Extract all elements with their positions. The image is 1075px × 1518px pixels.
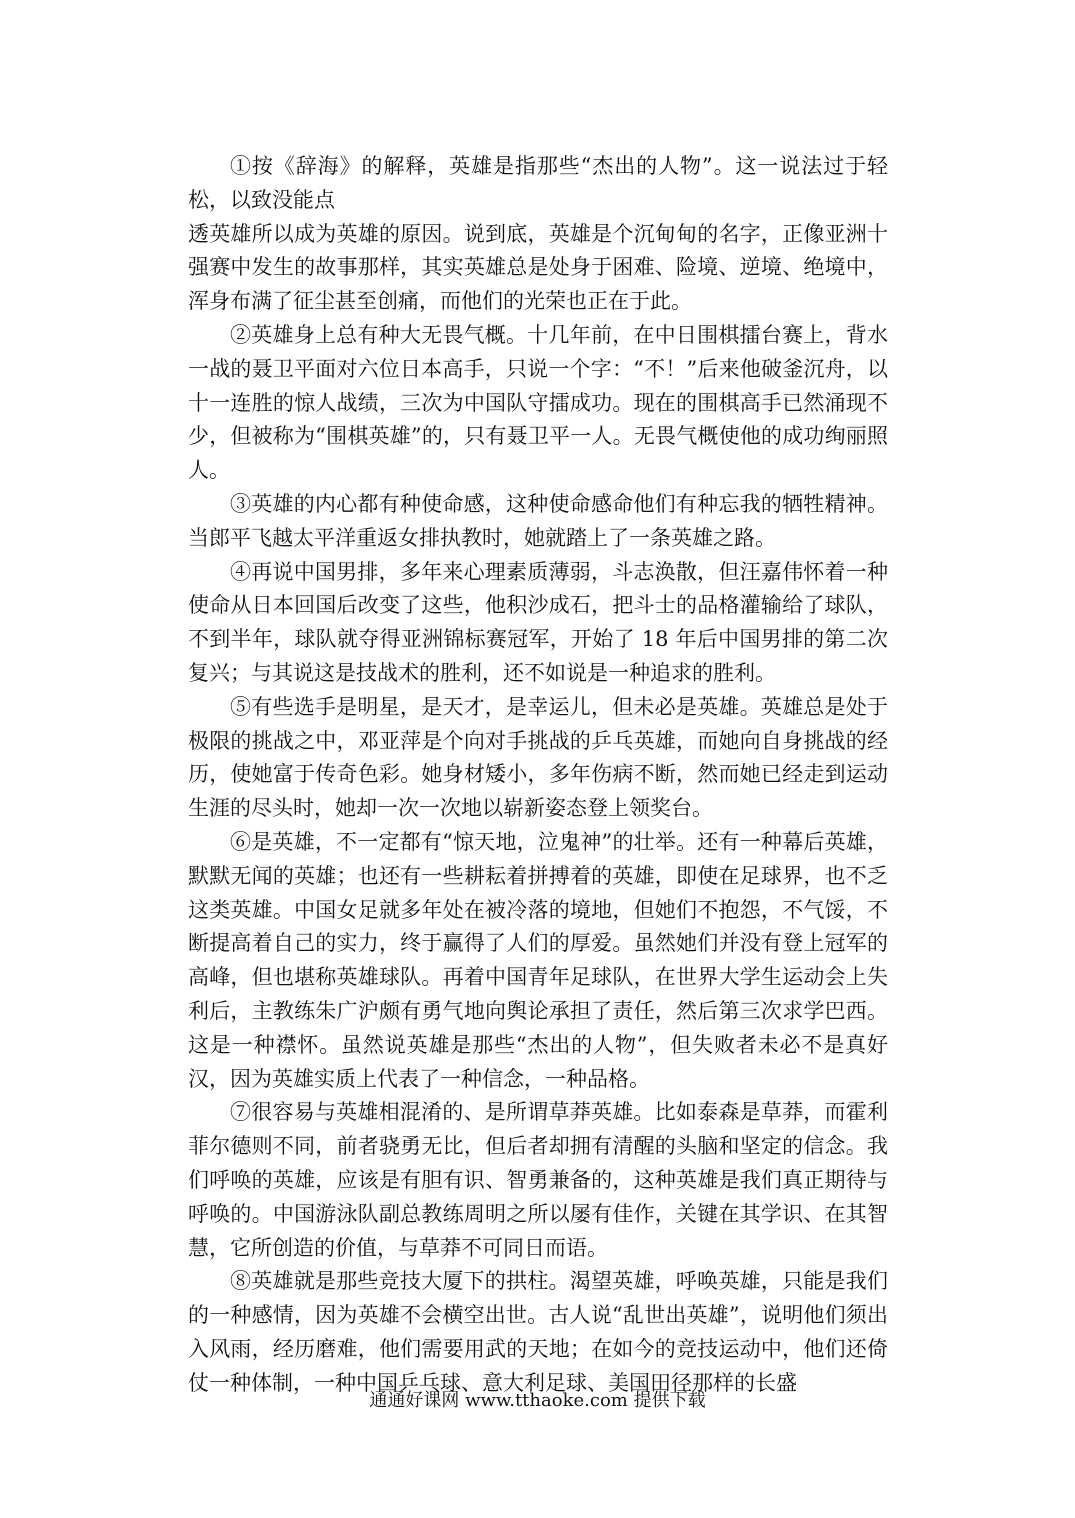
paragraph-1: ①按《辞海》的解释，英雄是指那些“杰出的人物”。这一说法过于轻松，以致没能点 [188, 154, 888, 212]
paragraph-5: ⑤有些选手是明星，是天才，是幸运儿，但未必是英雄。英雄总是处于极限的挑战之中，邓亚萍是个向对手挑战的乒乓英雄，而她向自身挑战的经历，使她富于传奇色彩。她身材矮小，多年伤病不断，然而她已经走到运动生涯的尽头时，她却一次一次地以崭新姿态登上领奖台。 [188, 694, 888, 821]
article-body [188, 150, 888, 1400]
paragraph-6: ⑥是英雄，不一定都有“惊天地，泣鬼神”的壮举。还有一种幕后英雄，默默无闻的英雄；也还有一些耕耘着拼搏着的英雄，即使在足球界，也不乏这类英雄。中国女足就多年处在被冷落的境地，但她们不抱怨，不气馁，不断提高着自己的实力，终于赢得了人们的厚爱。虽然她们并没有登上冠军的高峰，但也堪称英雄球队。再着中国青年足球队，在世界大学生运动会上失利后，主教练朱广沪颇有勇气地向舆论承担了责任，然后第三次求学巴西。这是一种襟怀。虽然说英雄是那些“杰出的人物”，但失败者未必不是真好汉，因为英雄实质上代表了一种信念，一种品格。 [188, 829, 888, 1091]
paragraph-7: ⑦很容易与英雄相混淆的、是所谓草莽英雄。比如泰森是草莽，而霍利菲尔德则不同，前者骁勇无比，但后者却拥有清醒的头脑和坚定的信念。我们呼唤的英雄，应该是有胆有识、智勇兼备的，这种英雄是我们真正期待与呼唤的。中国游泳队副总教练周明之所以屡有佳作，关键在其学识、在其智慧，它所创造的价值，与草莽不可同日而语。 [188, 1100, 888, 1260]
page-footer: 通通好课网 www.tthaoke.com 提供下载 [369, 1390, 706, 1411]
paragraph-1-continued: 透英雄所以成为英雄的原因。说到底，英雄是个沉甸甸的名字，正像亚洲十强赛中发生的故事那样，其实英雄总是处身于困难、险境、逆境、绝境中，浑身布满了征尘甚至创痛，而他们的光荣也正在于此。 [188, 221, 888, 314]
paragraph-8: ⑧英雄就是那些竞技大厦下的拱柱。渴望英雄，呼唤英雄，只能是我们的一种感情，因为英雄不会横空出世。古人说“乱世出英雄”，说明他们须出入风雨，经历磨难，他们需要用武的天地；在如今的竞技运动中，他们还倚仗一种体制，一种中国乒乓球、意大利足球、美国田径那样的长盛 [188, 1269, 888, 1395]
paragraph-2: ②英雄身上总有种大无畏气概。十几年前，在中日围棋擂台赛上，背水一战的聂卫平面对六位日本高手，只说一个字：“不！”后来他破釜沉舟，以十一连胜的惊人战绩，三次为中国队守擂成功。现在的围棋高手已然涌现不少，但被称为“围棋英雄”的，只有聂卫平一人。无畏气概使他的成功绚丽照人。 [188, 322, 888, 483]
paragraph-3: ③英雄的内心都有种使命感，这种使命感命他们有种忘我的牺牲精神。当郎平飞越太平洋重返女排执教时，她就踏上了一条英雄之路。 [188, 491, 888, 550]
paragraph-4: ④再说中国男排，多年来心理素质薄弱，斗志涣散，但汪嘉伟怀着一种使命从日本回国后改变了这些，他积沙成石，把斗士的品格灌输给了球队，不到半年，球队就夺得亚洲锦标赛冠军，开始了 18 年后中国男排的第二次复兴；与其说这是技战术的胜利，还不如说是一种追求的胜利。 [188, 559, 888, 685]
